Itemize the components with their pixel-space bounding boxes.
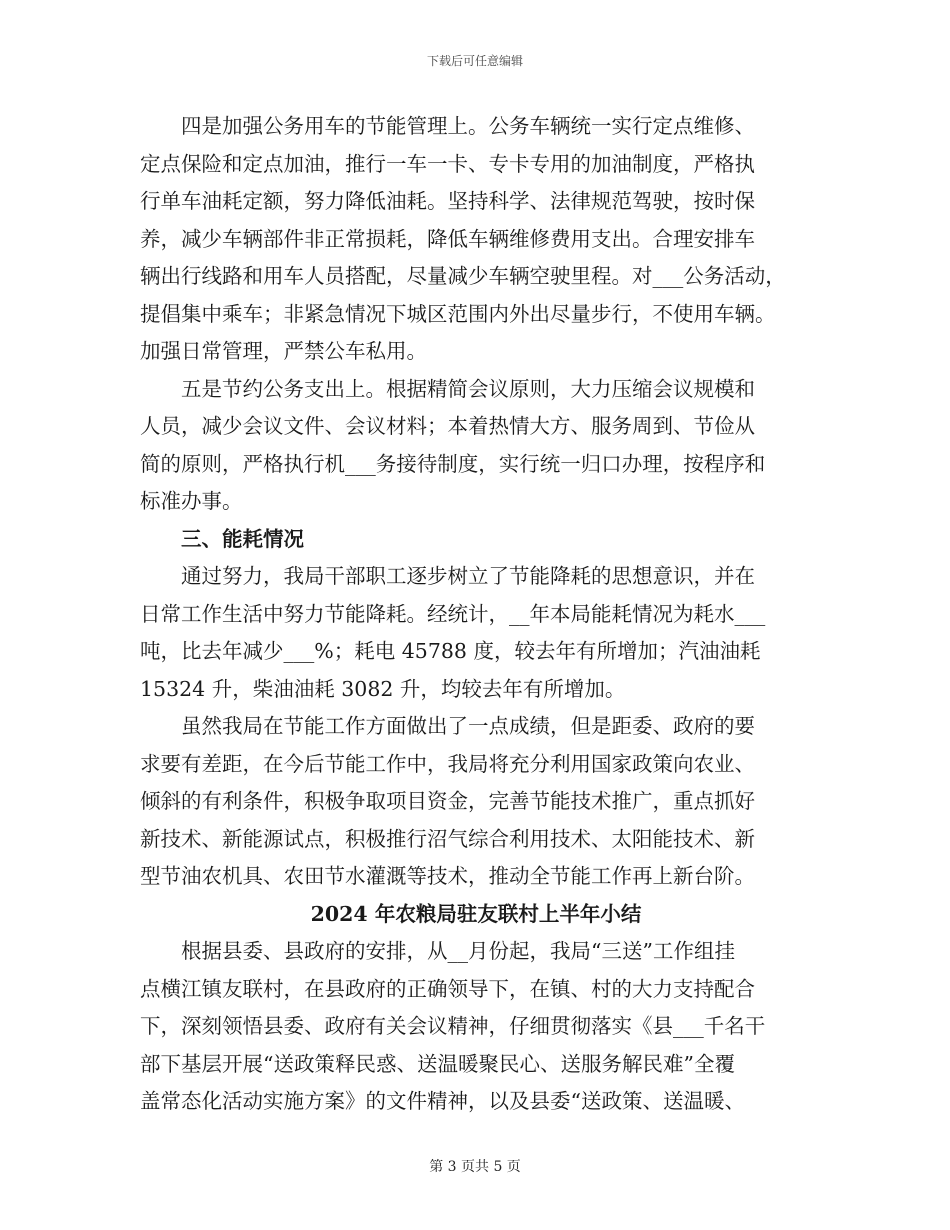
text-line: 五是节约公务支出上。根据精简会议原则，大力压缩会议规模和	[181, 376, 755, 401]
text-line: 简的原则，严格执行机___务接待制度，实行统一归口办理，按程序和	[140, 451, 766, 476]
paragraph-future-work	[140, 708, 812, 896]
text-line: 日常工作生活中努力节能降耗。经统计，__年本局能耗情况为耗水___	[140, 601, 766, 626]
paragraph-energy-stats	[140, 558, 812, 708]
text-line: 加强日常管理，严禁公车私用。	[140, 339, 427, 363]
text-line: 定点保险和定点加油，推行一车一卡、专卡专用的加油制度，严格执	[140, 151, 755, 176]
text-line: 根据县委、县政府的安排，从__月份起，我局“三送”工作组挂	[181, 939, 735, 963]
page-header: 下载后可任意编辑	[426, 54, 523, 68]
text-line: 提倡集中乘车；非紧急情况下城区范围内外出尽量步行，不使用车辆。	[140, 301, 776, 326]
text-line: 虽然我局在节能工作方面做出了一点成绩，但是距委、政府的要	[181, 714, 755, 738]
paragraph-summary-intro	[140, 933, 812, 1121]
paragraph-official-expenses	[140, 371, 812, 521]
text-line: 15324 升，柴油油耗 3082 升，均较去年有所增加。	[140, 676, 626, 701]
paragraph-vehicle-management	[140, 108, 812, 371]
text-line: 求要有差距，在今后节能工作中，我局将充分利用国家政策向农业、	[140, 751, 755, 776]
text-line: 部下基层开展“送政策释民惑、送温暖聚民心、送服务解民难”全覆	[140, 1051, 735, 1076]
text-line: 点横江镇友联村，在县政府的正确领导下，在镇、村的大力支持配合	[140, 976, 755, 1001]
text-line: 行单车油耗定额，努力降低油耗。坚持科学、法律规范驾驶，按时保	[140, 189, 755, 213]
text-line: 人员，减少会议文件、会议材料；本着热情大方、服务周到、节俭从	[140, 414, 755, 438]
section-heading-energy: 三、能耗情况	[181, 526, 304, 551]
text-line: 倾斜的有利条件，积极争取项目资金，完善节能技术推广，重点抓好	[140, 789, 755, 813]
text-line: 通过努力，我局干部职工逐步树立了节能降耗的思想意识，并在	[181, 564, 755, 588]
document-body	[140, 108, 812, 1121]
text-line: 盖常态化活动实施方案》的文件精神，以及县委“送政策、送温暖、	[140, 1089, 745, 1113]
text-line: 型节油农机具、农田节水灌溉等技术，推动全节能工作再上新台阶。	[140, 864, 755, 888]
text-line: 四是加强公务用车的节能管理上。公务车辆统一实行定点维修、	[181, 114, 755, 138]
text-line: 辆出行线路和用车人员搭配，尽量减少车辆空驶里程。对___公务活动，	[140, 264, 786, 288]
document-title: 2024 年农粮局驻友联村上半年小结	[310, 901, 642, 926]
text-line: 新技术、新能源试点，积极推行沼气综合利用技术、太阳能技术、新	[140, 826, 755, 851]
text-line: 下，深刻领悟县委、政府有关会议精神，仔细贯彻落实《县___千名干	[140, 1014, 766, 1038]
text-line: 标准办事。	[140, 489, 243, 513]
text-line: 吨，比去年减少___%；耗电 45788 度，较去年有所增加；汽油油耗	[140, 639, 761, 663]
text-line: 养，减少车辆部件非正常损耗，降低车辆维修费用支出。合理安排车	[140, 226, 755, 251]
page-footer: 第 3 页共 5 页	[429, 1159, 521, 1175]
